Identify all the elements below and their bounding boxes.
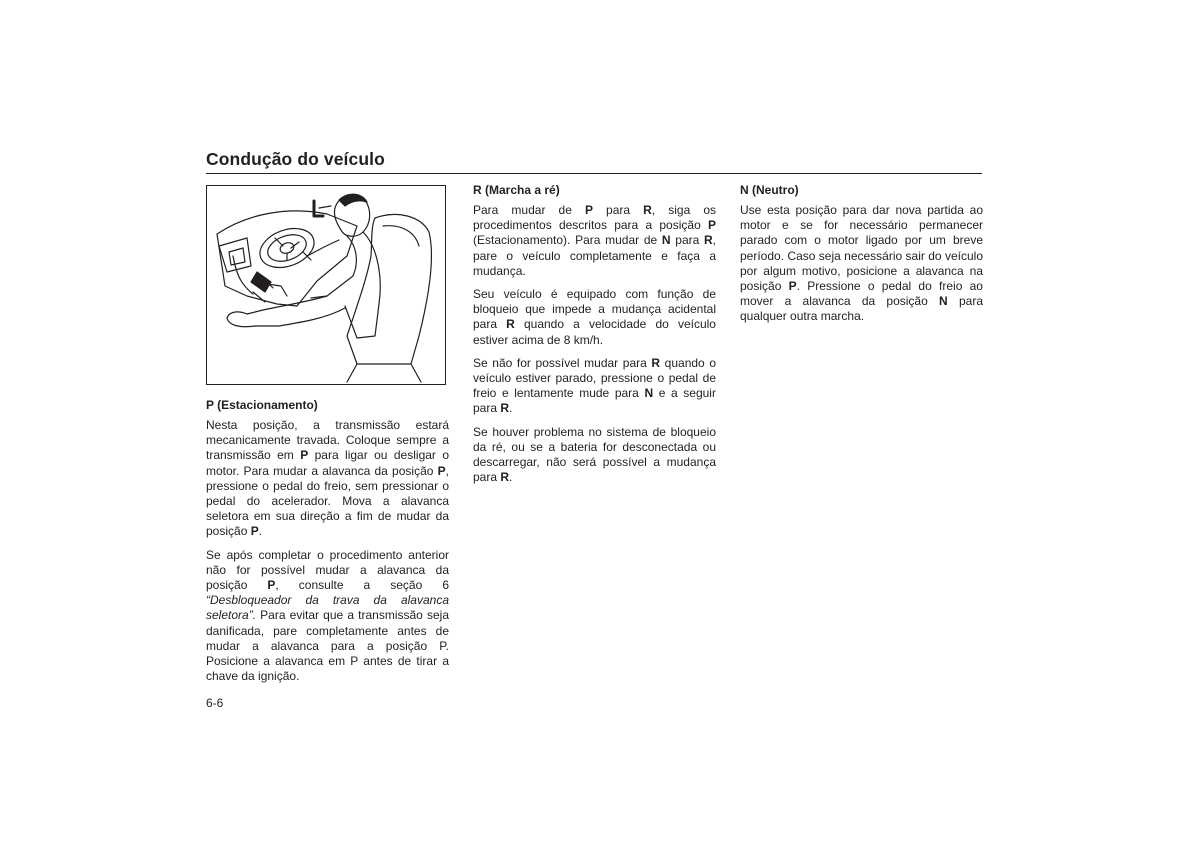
section-reverse: [473, 183, 716, 493]
section-body-reverse: [473, 203, 716, 485]
section-body-park: [206, 418, 449, 684]
paragraph: Use esta posição para dar nova partida ao motor e se for necessário permanecer parado com o motor ligado por um breve período. Caso seja necessário sair do veículo por algum motivo, posicione a alavanca na posição P. Pressione o pedal do freio ao mover a alavanca da posição N para qualquer outra marcha.: [740, 203, 983, 324]
paragraph: Se houver problema no sistema de bloqueio da ré, ou se a bateria for desconectada ou descarregar, não será possível a mudança para R.: [473, 424, 716, 485]
paragraph: Seu veículo é equipado com função de bloqueio que impede a mudança acidental para R quando a velocidade do veículo estiver acima de 8 km/h.: [473, 287, 716, 347]
section-park: [206, 398, 449, 692]
title-rule: [206, 173, 982, 174]
paragraph: Para mudar de P para R, siga os procedimentos descritos para a posição P (Estacionamento). Para mudar de N para R, pare o veículo completamente e faça a mudança.: [473, 203, 717, 278]
page-title: Condução do veículo: [206, 149, 385, 169]
driver-car-interior-drawing: [207, 186, 445, 384]
driver-shifting-illustration: [206, 185, 446, 385]
section-body-neutral: [740, 203, 983, 325]
paragraph: Se não for possível mudar para R quando o veículo estiver parado, pressione o pedal de freio e lentamente mude para N e a seguir para R.: [473, 355, 716, 416]
paragraph: Nesta posição, a transmissão estará mecanicamente travada. Coloque sempre a transmissão em P para ligar ou desligar o motor. Para mudar a alavanca da posição P, pressione o pedal do freio, sem pressionar o pedal do acelerador. Mova a alavanca seletora em sua direção a fim de mudar da posição P.: [206, 418, 449, 539]
section-neutral: [740, 183, 983, 333]
section-heading-park: P (Estacionamento): [206, 398, 318, 412]
paragraph: Se após completar o procedimento anterior não for possível mudar a alavanca da posição P, consulte a seção 6 “Desbloqueador da trava da alavanca seletora”. Para evitar que a transmissão seja danificada, pare completamente antes de mudar a alavanca para a posição P. Posicione a alavanca em P antes de tirar a chave da ignição.: [206, 547, 449, 684]
page-number: 6-6: [206, 696, 224, 710]
section-heading-neutral: N (Neutro): [740, 183, 799, 197]
section-heading-reverse: R (Marcha a ré): [473, 183, 560, 197]
